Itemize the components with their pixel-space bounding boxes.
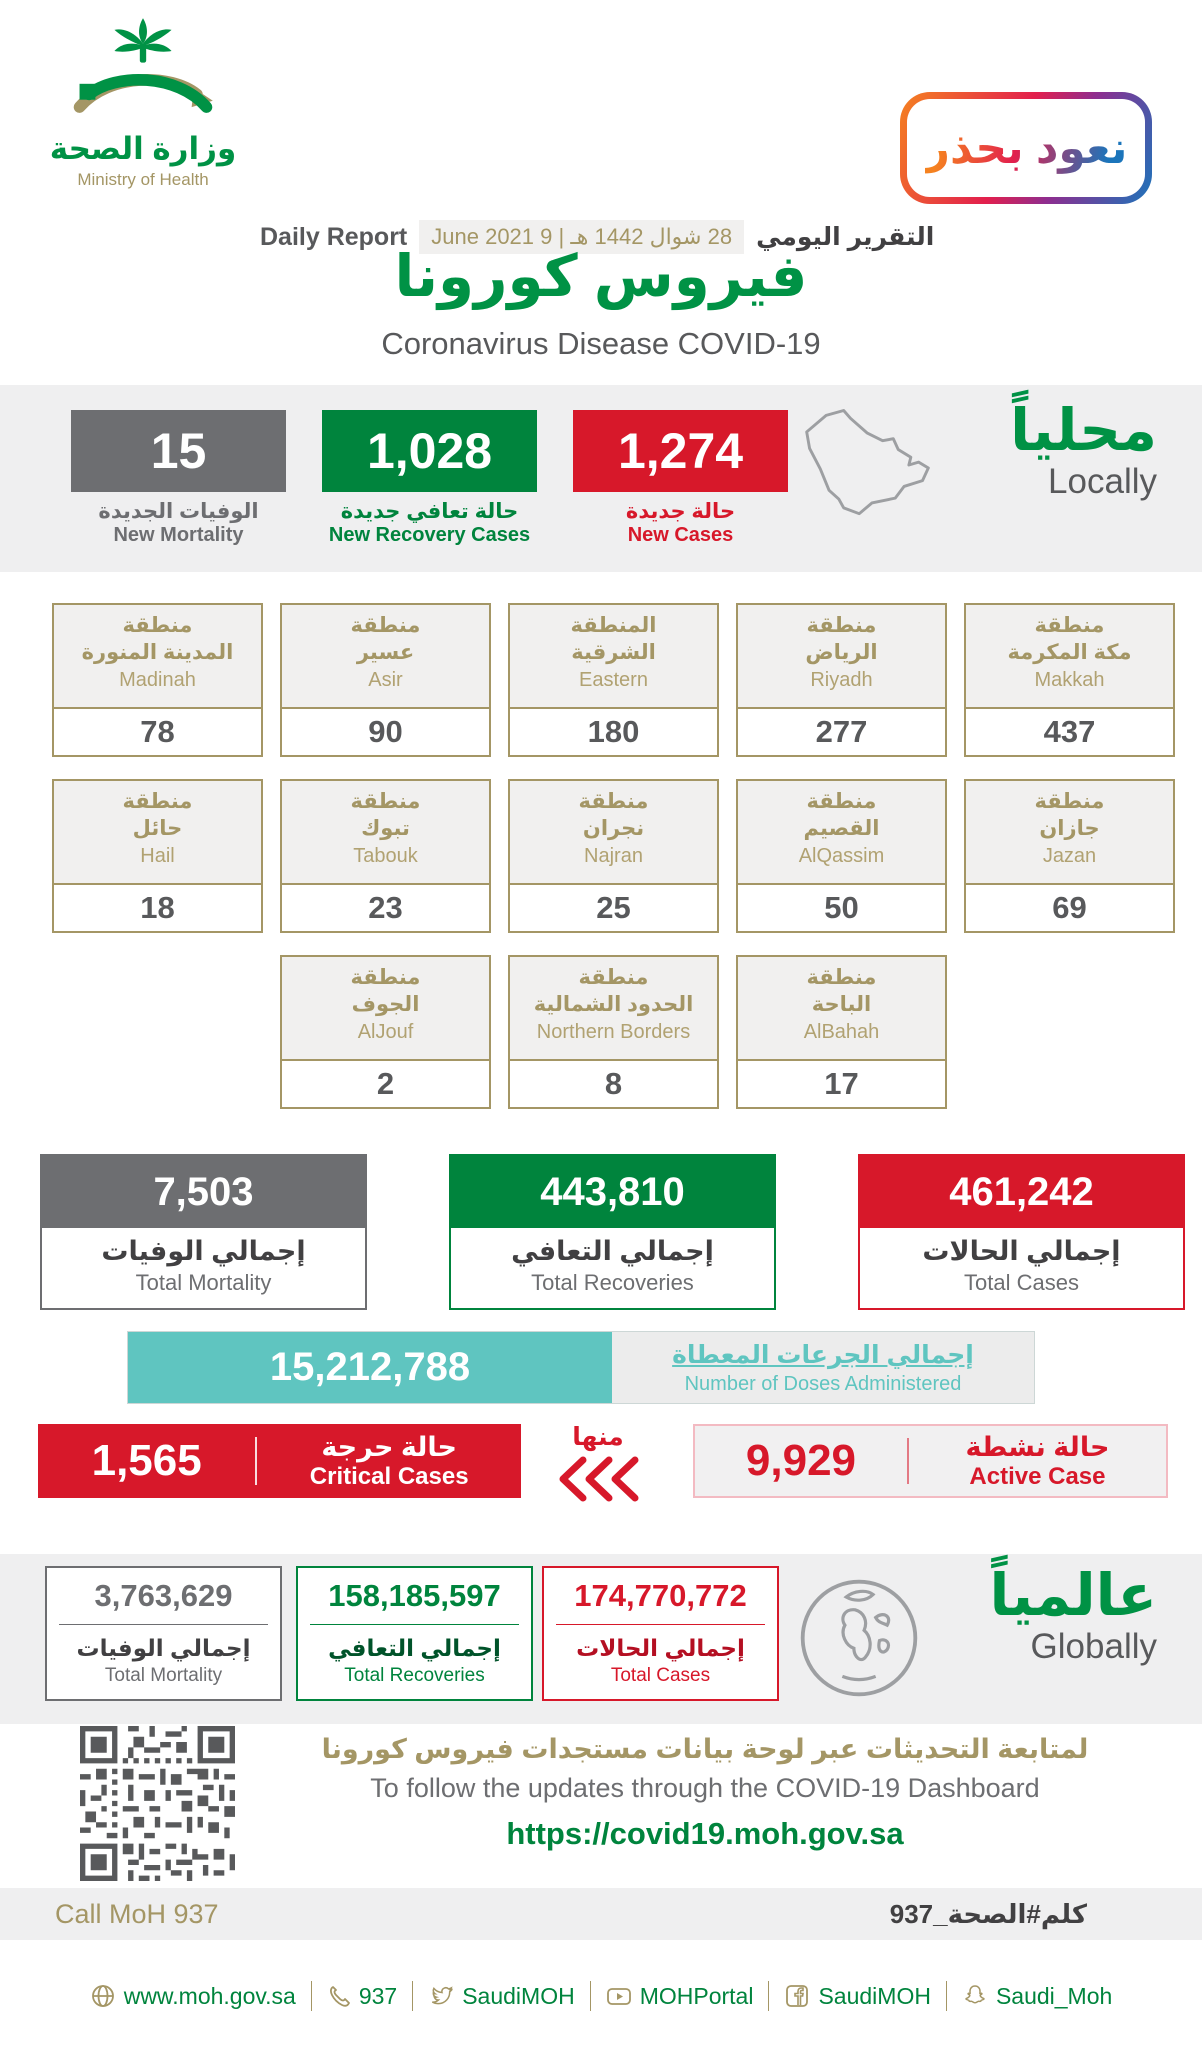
total-recoveries-label-ar: إجمالي التعافي [511, 1236, 714, 1266]
region-value: 90 [368, 714, 403, 749]
regions-row-1 [52, 603, 1202, 757]
critical-cases-box [38, 1424, 521, 1498]
region-value: 23 [368, 890, 403, 925]
call-moh-label: Call MoH 937 [55, 1898, 219, 1929]
footer-item-phone[interactable]: 937 [327, 1983, 397, 2010]
total-recoveries-value: 443,810 [451, 1156, 774, 1228]
global-recoveries-label-en: Total Recoveries [344, 1665, 485, 1686]
region-value: 69 [1052, 890, 1087, 925]
globally-heading-en: Globally [1030, 1626, 1157, 1666]
separator [946, 1981, 947, 2011]
local-totals [40, 1154, 1202, 1310]
global-recoveries-card [296, 1566, 533, 1701]
region-card-riyadh: منطقة الرياض Riyadh 277 [736, 603, 947, 757]
region-card-northern-borders: منطقة الحدود الشمالية Northern Borders 8 [508, 955, 719, 1109]
global-mortality-label-en: Total Mortality [104, 1665, 223, 1686]
moh-logo-icon [68, 14, 218, 124]
divider [255, 1437, 257, 1485]
footer-item-website[interactable]: www.moh.gov.sa [90, 1983, 296, 2010]
new-recoveries-label-en: New Recovery Cases [328, 524, 531, 546]
regions-grid [0, 572, 1202, 1109]
globally-heading [942, 1563, 1157, 1667]
divider [556, 1624, 765, 1625]
region-card-asir: منطقة عسير Asir 90 [280, 603, 491, 757]
region-card-alqassim: منطقة القصيم AlQassim 50 [736, 779, 947, 933]
active-cases-label-en: Active Case [969, 1462, 1106, 1490]
doses-value: 15,212,788 [128, 1332, 612, 1403]
total-mortality-label-en: Total Mortality [135, 1270, 272, 1295]
separator [590, 1981, 591, 2011]
chevrons-left-icon [555, 1456, 641, 1502]
page-title-en: Coronavirus Disease COVID-19 [381, 326, 821, 361]
total-cases-label-ar: إجمالي الحالات [922, 1236, 1121, 1266]
region-value: 277 [815, 714, 868, 749]
new-recoveries-value: 1,028 [322, 410, 537, 492]
new-cases-value: 1,274 [573, 410, 788, 492]
badge-inner [907, 99, 1145, 197]
region-value: 17 [824, 1066, 859, 1101]
region-card-albahah: منطقة الباحة AlBahah 17 [736, 955, 947, 1109]
dashboard-section [0, 1724, 1202, 1888]
daily-report-label-ar: التقرير اليومي [756, 223, 935, 251]
new-cases-label-ar: حالة جديدة [625, 500, 736, 523]
total-mortality-value: 7,503 [42, 1156, 365, 1228]
dashboard-url-link[interactable]: https://covid19.moh.gov.sa [506, 1816, 904, 1851]
total-recoveries-card [449, 1154, 776, 1310]
report-date: 28 شوال 1442 هـ | 9 June 2021 [419, 220, 744, 254]
ministry-name-en: Ministry of Health [77, 170, 209, 189]
active-cases-label-ar: حالة نشطة [965, 1431, 1110, 1462]
dashboard-text [290, 1734, 1120, 1852]
region-card-hail: منطقة حائل Hail 18 [52, 779, 263, 933]
snapchat-icon [962, 1983, 988, 2009]
return-with-caution-badge [900, 92, 1152, 204]
globe-icon [90, 1983, 116, 2009]
doses-administered-bar [127, 1331, 1035, 1404]
global-cases-card [542, 1566, 779, 1701]
new-recoveries-stat [322, 410, 537, 547]
total-cases-label-en: Total Cases [964, 1270, 1079, 1295]
header [0, 0, 1202, 385]
locally-heading [942, 398, 1157, 502]
divider [310, 1624, 519, 1625]
global-mortality-card [45, 1566, 282, 1701]
footer-item-youtube[interactable]: MOHPortal [606, 1983, 754, 2010]
new-mortality-label-ar: الوفيات الجديدة [98, 500, 259, 523]
facebook-icon [784, 1983, 810, 2009]
hashtag-label: كلم#الصحة_937 [889, 1898, 1087, 1929]
new-mortality-label-en: New Mortality [113, 524, 244, 546]
region-card-eastern: المنطقة الشرقية Eastern 180 [508, 603, 719, 757]
region-card-tabouk: منطقة تبوك Tabouk 23 [280, 779, 491, 933]
total-cases-card [858, 1154, 1185, 1310]
footer-item-twitter[interactable]: SaudiMOH [428, 1983, 574, 2010]
dashboard-text-en: To follow the updates through the COVID-19 Dashboard [370, 1773, 1040, 1803]
doses-label-en: Number of Doses Administered [684, 1372, 962, 1395]
moh-logo [48, 14, 238, 190]
footer-item-snapchat[interactable]: Saudi_Moh [962, 1983, 1112, 2010]
new-mortality-value: 15 [71, 410, 286, 492]
doses-label-ar: إجمالي الجرعات المعطاة [672, 1340, 974, 1369]
critical-cases-label-ar: حالة حرجة [321, 1431, 458, 1462]
region-value: 437 [1043, 714, 1096, 749]
region-card-najran: منطقة نجران Najran 25 [508, 779, 719, 933]
critical-cases-value: 1,565 [91, 1436, 202, 1485]
new-mortality-stat [71, 410, 286, 547]
footer-item-facebook[interactable]: SaudiMOH [784, 1983, 930, 2010]
locally-heading-ar: محلياً [1010, 398, 1157, 463]
twitter-icon [428, 1983, 454, 2009]
region-value: 180 [587, 714, 640, 749]
region-card-aljouf: منطقة الجوف AlJouf 2 [280, 955, 491, 1109]
separator [768, 1981, 769, 2011]
daily-report-label-en: Daily Report [260, 222, 408, 251]
global-cases-label-en: Total Cases [610, 1665, 711, 1686]
divider [59, 1624, 268, 1625]
ministry-name-ar: وزارة الصحة [49, 131, 237, 166]
critical-active-row [0, 1416, 1202, 1528]
dashboard-text-ar: لمتابعة التحديثات عبر لوحة بيانات مستجدات فيروس كورونا [321, 1734, 1089, 1764]
region-value: 8 [604, 1066, 623, 1101]
page-title-ar: فيروس كورونا [394, 244, 808, 309]
divider [907, 1438, 909, 1484]
region-value: 2 [376, 1066, 395, 1101]
regions-row-2 [52, 779, 1202, 933]
saudi-arabia-map-icon [795, 401, 941, 531]
youtube-icon [606, 1983, 632, 2009]
new-recoveries-label-ar: حالة تعافي جديدة [340, 500, 519, 523]
of-which-label-ar: منها [572, 1423, 624, 1451]
locally-summary-band [0, 385, 1202, 572]
total-mortality-label-ar: إجمالي الوفيات [101, 1236, 306, 1266]
locally-heading-en: Locally [1048, 461, 1157, 501]
region-value: 78 [140, 714, 175, 749]
active-cases-box [693, 1424, 1168, 1498]
separator [412, 1981, 413, 2011]
qr-code [80, 1726, 235, 1881]
of-which-indicator [552, 1422, 644, 1507]
region-card-makkah: منطقة مكة المكرمة Makkah 437 [964, 603, 1175, 757]
region-card-madinah: منطقة المدينة المنورة Madinah 78 [52, 603, 263, 757]
region-value: 50 [824, 890, 859, 925]
globally-heading-ar: عالمياً [989, 1563, 1157, 1628]
badge-text: نعود بحذر [924, 123, 1128, 173]
total-recoveries-label-en: Total Recoveries [531, 1270, 694, 1295]
global-mortality-label-ar: إجمالي الوفيات [76, 1635, 251, 1661]
footer-contact-bar [0, 1940, 1202, 2052]
global-cases-value: 174,770,772 [574, 1578, 747, 1613]
global-mortality-value: 3,763,629 [94, 1578, 233, 1613]
globe-icon [795, 1574, 923, 1702]
global-cases-label-ar: إجمالي الحالات [576, 1635, 745, 1661]
total-mortality-card [40, 1154, 367, 1310]
separator [311, 1981, 312, 2011]
new-cases-label-en: New Cases [627, 524, 734, 546]
call-band [0, 1888, 1202, 1940]
globally-summary-band [0, 1554, 1202, 1724]
phone-icon [327, 1984, 351, 2008]
critical-cases-label-en: Critical Cases [309, 1462, 469, 1490]
global-recoveries-label-ar: إجمالي التعافي [328, 1635, 501, 1661]
region-value: 25 [596, 890, 631, 925]
region-value: 18 [140, 890, 175, 925]
global-recoveries-value: 158,185,597 [328, 1578, 501, 1613]
region-card-jazan: منطقة جازان Jazan 69 [964, 779, 1175, 933]
total-cases-value: 461,242 [860, 1156, 1183, 1228]
new-cases-stat [573, 410, 788, 547]
active-cases-value: 9,929 [745, 1436, 857, 1485]
regions-row-3 [280, 955, 1202, 1109]
